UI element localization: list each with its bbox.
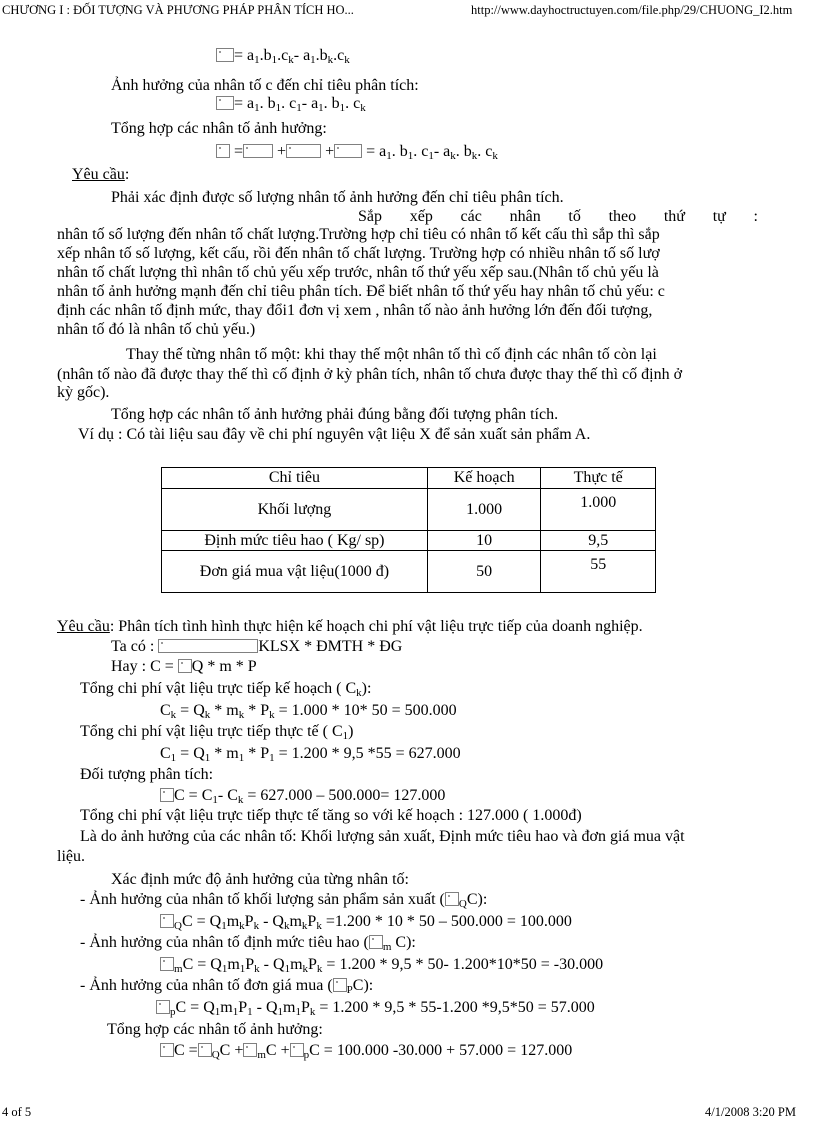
table-cell: [541, 551, 656, 593]
para-req-3-line-3: kỳ gốc).: [57, 384, 110, 401]
text-c-effect-title: Ảnh hưởng của nhân tố c đến chỉ tiêu phân tích:: [111, 77, 419, 94]
table-cell: Đơn giá mua vật liệu(1000 đ): [162, 551, 428, 593]
formula-image-placeholder: [216, 144, 230, 158]
calc-m-title: - Ảnh hưởng của nhân tố định mức tiêu hao ( $_m$ C):: [80, 934, 416, 953]
table-row: [162, 489, 656, 531]
calc-m-eq: $_mC = Q_1m_1P_k - Q_1m_kP_k = 1.200 * 9,5 * 50-$ 1.200*10*50 = -30.000: [160, 956, 603, 974]
print-header-title: CHƯƠNG I : ĐỐI TƯỢNG VÀ PHƯƠNG PHÁP PHÂN TÍCH HO...: [2, 3, 354, 17]
para-req-3-line-2: (nhân tố nào đã được thay thế thì cố định ở kỳ phân tích, nhân tố chưa được thay thế thì cố định ở: [57, 366, 683, 383]
formula-image-placeholder: [334, 144, 362, 158]
calc-sum-eq: C = $_Q$C + $_m$C + $_p$C = 100.000 -30.000 + 57.000 = 127.000: [160, 1042, 572, 1060]
formula-image-placeholder: [160, 788, 174, 802]
calc-hay: Hay : C = Q * m * P: [111, 658, 257, 675]
calc-p-title: - Ảnh hưởng của nhân tố đơn giá mua ( $_P$C):: [80, 977, 374, 996]
calc-q-eq: $_QC = Q_1m_kP_k - Q_km_kP_k =1.200 * 10 * 50 - 500.000 = 100.000$: [160, 913, 572, 931]
formula-image-placeholder: [158, 639, 258, 653]
para-example: Ví dụ : Có tài liệu sau đây về chi phí nguyên vật liệu X để sản xuất sản phẩm A.: [78, 426, 591, 443]
formula-image-placeholder: [216, 48, 234, 62]
formula-image-placeholder: [243, 1043, 257, 1057]
calc-plan-eq: $C_k = Q_k * m_k * P_k = 1.000 * 10*$ 50 = 500.000: [160, 702, 457, 721]
calc-q-title: - Ảnh hưởng của nhân tố khối lượng sản phẩm sản xuất ( $_Q$C):: [80, 891, 488, 910]
para-req-2-line-1: Sắp xếp các nhân tố theo thứ tự :: [358, 208, 758, 225]
formula-image-placeholder: [243, 144, 273, 158]
table-cell: Khối lượng: [162, 489, 428, 531]
table-cell: 50: [427, 551, 541, 593]
formula-image-placeholder: [369, 935, 383, 949]
para-req-2-line-5: nhân tố ảnh hưởng mạnh đến chỉ tiêu phân tích. Để biết nhân tố thứ yếu hay nhân tố chủ yếu: c: [57, 283, 665, 300]
formula-image-placeholder: [198, 1043, 212, 1057]
table-header-cell: Thực tế: [541, 468, 656, 489]
formula-image-placeholder: [445, 892, 459, 906]
formula-c-effect: = $a_1$. $b_1$. $c_1-$ $a_1$. $b_1$. $c_k$: [216, 95, 366, 113]
formula-image-placeholder: [216, 96, 234, 110]
para-req-2-line-3: xếp nhân tố số lượng, kết cấu, rồi đến nhân tố chất lượng. Trường hợp có nhiều nhân tố số lượ: [57, 245, 660, 262]
para-req-1: Phải xác định được số lượng nhân tố ảnh hưởng đến chỉ tiêu phân tích.: [111, 189, 564, 206]
heading-requirements: Yêu cầu:: [72, 166, 130, 183]
formula-image-placeholder: [286, 144, 321, 158]
para-req-2-line-6: định các nhân tố định mức, thay đổi1 đơn vị xem , nhân tố nào ảnh hưởng lớn đến đối tượng,: [57, 302, 653, 319]
para-req-4: Tổng hợp các nhân tố ảnh hưởng phải đúng bằng đối tượng phân tích.: [111, 406, 559, 423]
calc-increase: Tổng chi phí vật liệu trực tiếp thực tế tăng so với kế hoạch : 127.000 ( 1.000đ): [80, 807, 582, 824]
calc-object-eq: $C = C_1-$ $C_k = 627.000 - 500.000= 127.000$: [160, 787, 445, 805]
calc-cause-line-2: liệu.: [57, 848, 85, 865]
formula-image-placeholder: [160, 914, 174, 928]
calc-determine: Xác định mức độ ảnh hưởng của từng nhân tố:: [111, 871, 409, 888]
calc-actual-eq: $C_1 = Q_1 * m_1 * P_1 = 1.200 * 9,5$ *55 = 627.000: [160, 745, 461, 764]
calc-plan-title: Tổng chi phí vật liệu trực tiếp kế hoạch ( $C_k$):: [80, 680, 372, 699]
table-cell: Định mức tiêu hao ( Kg/ sp): [162, 531, 428, 551]
formula-image-placeholder: [160, 957, 174, 971]
formula-summary-1: = + + = $a_1$. $b_1$. $c_1-$ $a_k$. $b_k$. $c_k$: [216, 143, 498, 161]
table-cell: 10: [427, 531, 541, 551]
table-header-cell: Kế hoạch: [427, 468, 541, 489]
table-cell-value: 1.000: [580, 493, 617, 511]
calc-taco: Ta có : KLSX * ĐMTH * ĐG: [111, 638, 403, 655]
formula-b-effect: = $a_1.b_1.c_k-$ $a_1.b_k.c_k$: [216, 47, 350, 65]
print-header-url: http://www.dayhoctructuyen.com/file.php/29/CHUONG_I2.htm: [471, 3, 793, 17]
formula-image-placeholder: [156, 1000, 170, 1014]
para-req-2-line-7: nhân tố đó là nhân tố chủ yếu.): [57, 321, 256, 338]
formula-image-placeholder: [178, 659, 192, 673]
print-footer-page: 4 of 5: [2, 1105, 32, 1119]
calc-sum-title: Tổng hợp các nhân tố ảnh hưởng:: [107, 1021, 323, 1038]
para-req-3-line-1: Thay thế từng nhân tố một: khi thay thế một nhân tố thì cố định các nhân tố còn lại: [126, 346, 657, 363]
text-summary-title-1: Tổng hợp các nhân tố ảnh hưởng:: [111, 120, 327, 137]
para-req-2-line-2: nhân tố số lượng đến nhân tố chất lượng.Trường hợp chỉ tiêu có nhân tố kết cấu thì sắp thì sắp: [57, 226, 660, 243]
calc-cause-line-1: Là do ảnh hưởng của các nhân tố: Khối lượng sản xuất, Định mức tiêu hao và đơn giá mua vật: [80, 828, 685, 845]
formula-image-placeholder: [290, 1043, 304, 1057]
table-cell-value: 55: [590, 555, 607, 573]
table-header-cell: Chỉ tiêu: [162, 468, 428, 489]
table-cell: 9,5: [541, 531, 656, 551]
table-row: [162, 551, 656, 593]
table-cell: 1.000: [427, 489, 541, 531]
calc-actual-title: Tổng chi phí vật liệu trực tiếp thực tế ( $C_1$): [80, 723, 354, 742]
table-cell: [541, 489, 656, 531]
calc-requirement: Yêu cầu: Phân tích tình hình thực hiện kế hoạch chi phí vật liệu trực tiếp của doanh nghiệp.: [57, 618, 643, 635]
calc-p-eq: $_pC = Q_1m_1P_1 - Q_1m_1P_k = 1.200 * 9,5 * 55-1.200$ *9,5*50 = 57.000: [156, 999, 595, 1017]
formula-image-placeholder: [333, 978, 347, 992]
table-header-row: [162, 468, 656, 489]
table-row: [162, 531, 656, 551]
calc-object-title: Đối tượng phân tích:: [80, 766, 214, 783]
print-footer-datetime: 4/1/2008 3:20 PM: [705, 1105, 796, 1119]
formula-image-placeholder: [160, 1043, 174, 1057]
para-req-2-line-4: nhân tố chất lượng thì nhân tố chủ yếu xếp trước, nhân tố thứ yếu xếp sau.(Nhân tố chủ yếu là: [57, 264, 659, 281]
material-cost-table: [161, 467, 656, 593]
